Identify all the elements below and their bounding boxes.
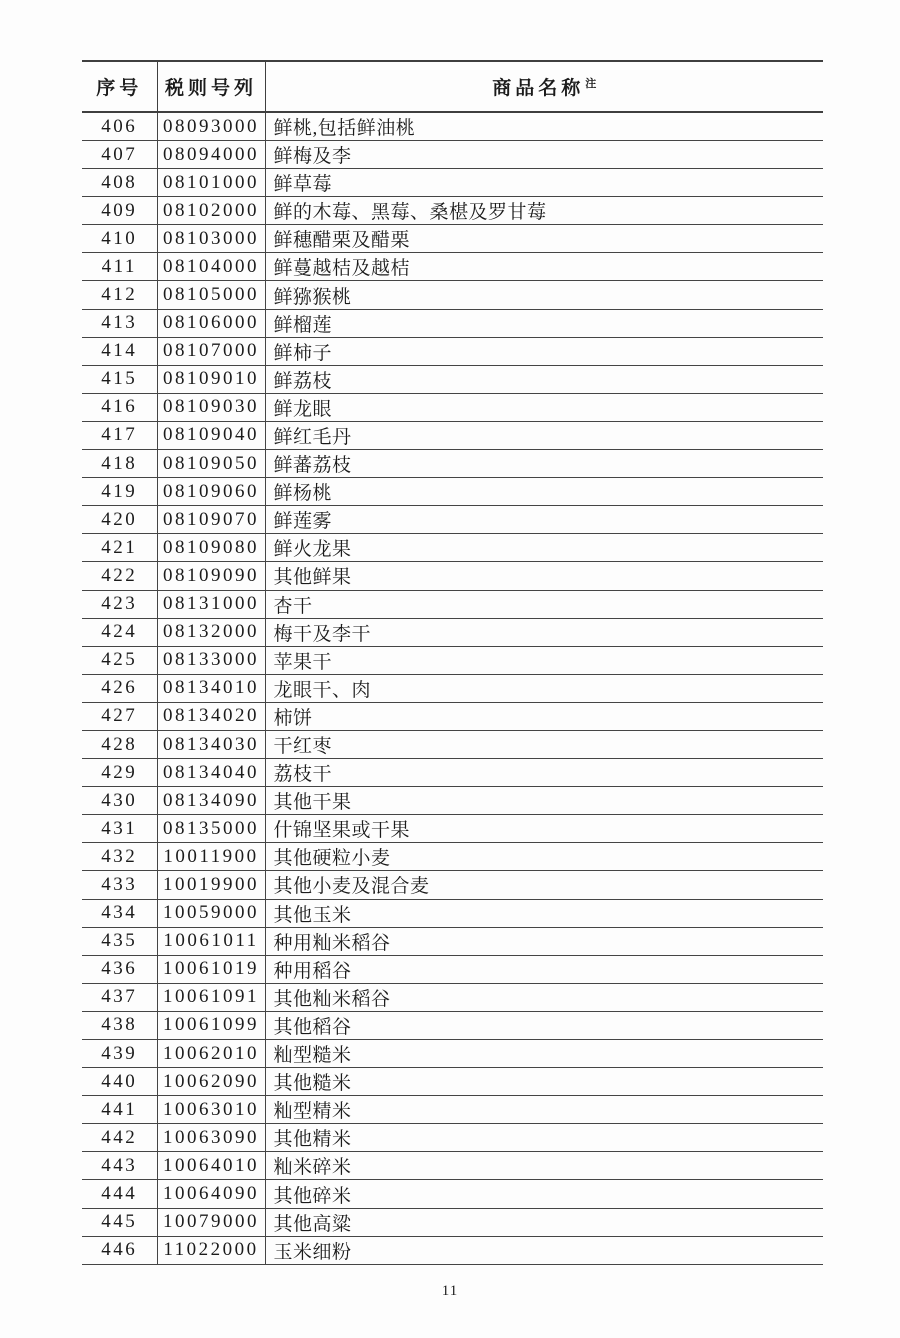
code-cell: 08094000 — [157, 141, 265, 169]
name-cell: 苹果干 — [265, 646, 823, 674]
code-cell: 10062090 — [157, 1068, 265, 1096]
serial-cell: 423 — [82, 590, 157, 618]
code-cell: 08109070 — [157, 506, 265, 534]
serial-cell: 431 — [82, 815, 157, 843]
table-row — [82, 253, 823, 281]
serial-cell: 441 — [82, 1096, 157, 1124]
table-row — [82, 506, 823, 534]
code-cell: 08109050 — [157, 450, 265, 478]
name-cell: 其他精米 — [265, 1124, 823, 1152]
table-row — [82, 478, 823, 506]
serial-cell: 427 — [82, 702, 157, 730]
code-cell: 08105000 — [157, 281, 265, 309]
code-cell: 10064010 — [157, 1152, 265, 1180]
table-row — [82, 1096, 823, 1124]
code-cell: 08109010 — [157, 365, 265, 393]
header-note-superscript: 注 — [585, 77, 597, 90]
serial-cell: 406 — [82, 112, 157, 141]
name-cell: 鲜柿子 — [265, 337, 823, 365]
serial-cell: 435 — [82, 927, 157, 955]
serial-cell: 434 — [82, 899, 157, 927]
name-cell: 干红枣 — [265, 730, 823, 758]
code-cell: 10019900 — [157, 871, 265, 899]
table-row — [82, 1040, 823, 1068]
table-row — [82, 955, 823, 983]
name-cell: 其他鲜果 — [265, 562, 823, 590]
name-cell: 鲜猕猴桃 — [265, 281, 823, 309]
serial-cell: 408 — [82, 169, 157, 197]
code-cell: 10062010 — [157, 1040, 265, 1068]
serial-cell: 426 — [82, 674, 157, 702]
name-cell: 鲜穗醋栗及醋栗 — [265, 225, 823, 253]
table-row — [82, 646, 823, 674]
table-row — [82, 309, 823, 337]
name-cell: 其他小麦及混合麦 — [265, 871, 823, 899]
name-cell: 什锦坚果或干果 — [265, 815, 823, 843]
table-row — [82, 899, 823, 927]
table-row — [82, 281, 823, 309]
code-cell: 08093000 — [157, 112, 265, 141]
serial-cell: 424 — [82, 618, 157, 646]
serial-cell: 438 — [82, 1011, 157, 1039]
table-row — [82, 871, 823, 899]
serial-cell: 439 — [82, 1040, 157, 1068]
name-cell: 鲜莲雾 — [265, 506, 823, 534]
serial-cell: 437 — [82, 983, 157, 1011]
name-cell: 梅干及李干 — [265, 618, 823, 646]
serial-cell: 442 — [82, 1124, 157, 1152]
code-cell: 10061019 — [157, 955, 265, 983]
table-row — [82, 393, 823, 421]
code-cell: 08106000 — [157, 309, 265, 337]
table-row — [82, 450, 823, 478]
serial-cell: 419 — [82, 478, 157, 506]
name-cell: 其他籼米稻谷 — [265, 983, 823, 1011]
column-header-name-text: 商品名称 — [492, 78, 585, 99]
tariff-table — [82, 60, 823, 1265]
code-cell: 08107000 — [157, 337, 265, 365]
name-cell: 其他干果 — [265, 787, 823, 815]
table-row — [82, 112, 823, 141]
name-cell: 其他硬粒小麦 — [265, 843, 823, 871]
name-cell: 籼型精米 — [265, 1096, 823, 1124]
name-cell: 鲜梅及李 — [265, 141, 823, 169]
serial-cell: 430 — [82, 787, 157, 815]
name-cell: 鲜蕃荔枝 — [265, 450, 823, 478]
table-row — [82, 1208, 823, 1236]
code-cell: 08109080 — [157, 534, 265, 562]
serial-cell: 411 — [82, 253, 157, 281]
name-cell: 鲜杨桃 — [265, 478, 823, 506]
table-row — [82, 1180, 823, 1208]
code-cell: 08134030 — [157, 730, 265, 758]
name-cell: 鲜榴莲 — [265, 309, 823, 337]
name-cell: 其他高粱 — [265, 1208, 823, 1236]
name-cell: 荔枝干 — [265, 759, 823, 787]
name-cell: 其他稻谷 — [265, 1011, 823, 1039]
name-cell: 鲜蔓越桔及越桔 — [265, 253, 823, 281]
code-cell: 08133000 — [157, 646, 265, 674]
code-cell: 08131000 — [157, 590, 265, 618]
name-cell: 鲜火龙果 — [265, 534, 823, 562]
table-row — [82, 983, 823, 1011]
code-cell: 08134020 — [157, 702, 265, 730]
code-cell: 08134040 — [157, 759, 265, 787]
serial-cell: 443 — [82, 1152, 157, 1180]
table-row — [82, 562, 823, 590]
code-cell: 10063010 — [157, 1096, 265, 1124]
code-cell: 10061091 — [157, 983, 265, 1011]
table-row — [82, 590, 823, 618]
code-cell: 08109030 — [157, 393, 265, 421]
column-header-serial: 序号 — [82, 61, 157, 112]
serial-cell: 446 — [82, 1236, 157, 1264]
code-cell: 08101000 — [157, 169, 265, 197]
table-header-row — [82, 61, 823, 112]
table-row — [82, 1011, 823, 1039]
table-row — [82, 618, 823, 646]
name-cell: 鲜桃,包括鲜油桃 — [265, 112, 823, 141]
code-cell: 08104000 — [157, 253, 265, 281]
table-row — [82, 197, 823, 225]
code-cell: 08102000 — [157, 197, 265, 225]
name-cell: 鲜的木莓、黑莓、桑椹及罗甘莓 — [265, 197, 823, 225]
table-row — [82, 365, 823, 393]
table-row — [82, 702, 823, 730]
table-row — [82, 169, 823, 197]
name-cell: 鲜荔枝 — [265, 365, 823, 393]
column-header-code: 税则号列 — [157, 61, 265, 112]
name-cell: 其他糙米 — [265, 1068, 823, 1096]
serial-cell: 428 — [82, 730, 157, 758]
code-cell: 10064090 — [157, 1180, 265, 1208]
name-cell: 龙眼干、肉 — [265, 674, 823, 702]
serial-cell: 418 — [82, 450, 157, 478]
code-cell: 10063090 — [157, 1124, 265, 1152]
serial-cell: 425 — [82, 646, 157, 674]
name-cell: 其他碎米 — [265, 1180, 823, 1208]
name-cell: 杏干 — [265, 590, 823, 618]
table-row — [82, 337, 823, 365]
code-cell: 11022000 — [157, 1236, 265, 1264]
code-cell: 08109090 — [157, 562, 265, 590]
table-row — [82, 534, 823, 562]
table-row — [82, 1068, 823, 1096]
name-cell: 鲜草莓 — [265, 169, 823, 197]
table-row — [82, 674, 823, 702]
serial-cell: 440 — [82, 1068, 157, 1096]
column-header-name — [265, 61, 823, 112]
code-cell: 08109040 — [157, 421, 265, 449]
serial-cell: 417 — [82, 421, 157, 449]
serial-cell: 410 — [82, 225, 157, 253]
serial-cell: 444 — [82, 1180, 157, 1208]
code-cell: 08132000 — [157, 618, 265, 646]
table-row — [82, 1124, 823, 1152]
serial-cell: 433 — [82, 871, 157, 899]
serial-cell: 412 — [82, 281, 157, 309]
table-row — [82, 1152, 823, 1180]
name-cell: 种用籼米稻谷 — [265, 927, 823, 955]
page-number: 11 — [441, 1283, 459, 1299]
serial-cell: 436 — [82, 955, 157, 983]
table-row — [82, 141, 823, 169]
table-row — [82, 759, 823, 787]
code-cell: 08109060 — [157, 478, 265, 506]
serial-cell: 429 — [82, 759, 157, 787]
table-row — [82, 815, 823, 843]
code-cell: 10079000 — [157, 1208, 265, 1236]
table-row — [82, 730, 823, 758]
table-row — [82, 927, 823, 955]
serial-cell: 421 — [82, 534, 157, 562]
serial-cell: 413 — [82, 309, 157, 337]
serial-cell: 432 — [82, 843, 157, 871]
code-cell: 10059000 — [157, 899, 265, 927]
serial-cell: 422 — [82, 562, 157, 590]
name-cell: 籼型糙米 — [265, 1040, 823, 1068]
table-row — [82, 421, 823, 449]
code-cell: 10061011 — [157, 927, 265, 955]
table-row — [82, 787, 823, 815]
table-row — [82, 225, 823, 253]
code-cell: 08134090 — [157, 787, 265, 815]
name-cell: 玉米细粉 — [265, 1236, 823, 1264]
serial-cell: 414 — [82, 337, 157, 365]
serial-cell: 407 — [82, 141, 157, 169]
name-cell: 鲜红毛丹 — [265, 421, 823, 449]
code-cell: 08135000 — [157, 815, 265, 843]
name-cell: 籼米碎米 — [265, 1152, 823, 1180]
code-cell: 10011900 — [157, 843, 265, 871]
serial-cell: 420 — [82, 506, 157, 534]
name-cell: 种用稻谷 — [265, 955, 823, 983]
table-body — [82, 112, 823, 1264]
code-cell: 10061099 — [157, 1011, 265, 1039]
serial-cell: 415 — [82, 365, 157, 393]
table-row — [82, 1236, 823, 1264]
serial-cell: 409 — [82, 197, 157, 225]
serial-cell: 445 — [82, 1208, 157, 1236]
serial-cell: 416 — [82, 393, 157, 421]
name-cell: 柿饼 — [265, 702, 823, 730]
table-row — [82, 843, 823, 871]
code-cell: 08134010 — [157, 674, 265, 702]
name-cell: 其他玉米 — [265, 899, 823, 927]
code-cell: 08103000 — [157, 225, 265, 253]
name-cell: 鲜龙眼 — [265, 393, 823, 421]
